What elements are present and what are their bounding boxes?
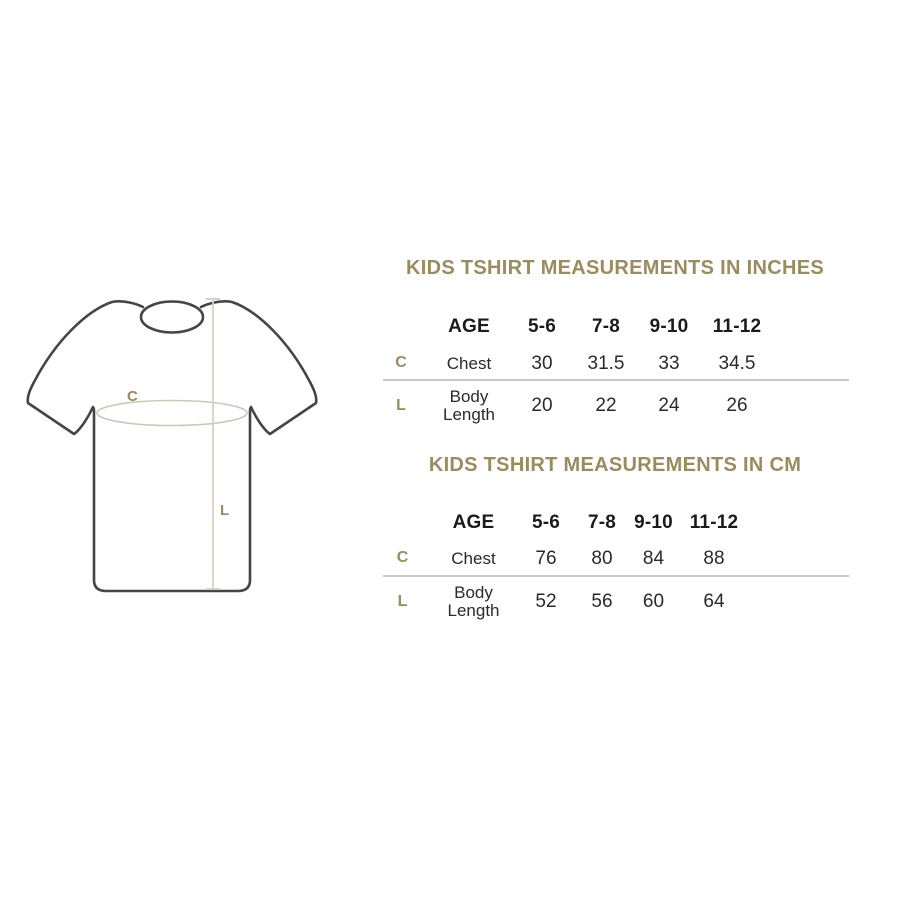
inches-col-header-9-10: 9-10 <box>649 316 689 338</box>
inches-chest-value-7-8: 31.5 <box>587 352 625 374</box>
inches-length-value-5-6: 20 <box>531 395 553 417</box>
cm-length-key: L <box>397 592 408 610</box>
inches-chest-label-text: Chest <box>446 353 492 373</box>
inches-col-header-5-6: 5-6 <box>527 316 557 338</box>
cm-age-header: AGE <box>452 512 495 534</box>
cm-length-value-9-10: 60 <box>642 591 665 613</box>
inches-chest-value-5-6: 30 <box>531 352 553 374</box>
cm-length-label-text: Body Length <box>447 583 500 620</box>
cm-chest-value-11-12: 88 <box>703 547 725 569</box>
inches-age-header: AGE <box>448 316 490 338</box>
inches-chest-value-11-12: 34.5 <box>718 352 756 374</box>
inches-col-header-11-12: 11-12 <box>712 316 762 338</box>
inches-chest-label <box>430 345 508 382</box>
cm-chest-label-text: Chest <box>451 548 496 568</box>
inches-table-divider <box>383 379 849 381</box>
cm-length-value-11-12: 64 <box>703 591 725 613</box>
chest-label: C <box>127 388 138 405</box>
cm-chest-value-7-8: 80 <box>591 547 613 569</box>
cm-length-value-5-6: 52 <box>535 591 557 613</box>
cm-chest-key: C <box>396 549 409 567</box>
inches-length-key: L <box>396 396 406 414</box>
length-label: L <box>220 502 230 519</box>
cm-chest-label <box>433 541 514 576</box>
tshirt-outline-shape <box>28 301 317 591</box>
inches-length-value-7-8: 22 <box>595 395 617 417</box>
inches-length-label-text: Body Length <box>443 387 495 424</box>
inches-chest-value-9-10: 33 <box>658 352 680 374</box>
cm-chest-value-5-6: 76 <box>535 547 557 569</box>
inches-corner-cell <box>372 309 430 345</box>
chest-measure-line <box>97 401 247 426</box>
cm-table-title: KIDS TSHIRT MEASUREMENTS IN CM <box>428 454 802 476</box>
tshirt-diagram <box>10 270 330 610</box>
inches-table-title: KIDS TSHIRT MEASUREMENTS IN INCHES <box>405 257 824 279</box>
cm-col-header-9-10: 9-10 <box>634 512 673 534</box>
inches-size-table <box>372 309 772 430</box>
inches-chest-key: C <box>395 354 407 372</box>
collar-shape <box>141 302 203 333</box>
cm-length-value-7-8: 56 <box>591 591 613 613</box>
cm-col-header-11-12: 11-12 <box>689 512 739 534</box>
cm-col-header-5-6: 5-6 <box>531 512 561 534</box>
cm-col-header-7-8: 7-8 <box>587 512 617 534</box>
inches-length-label <box>430 382 508 430</box>
cm-chest-value-9-10: 84 <box>642 547 665 569</box>
inches-col-header-7-8: 7-8 <box>591 316 621 338</box>
cm-corner-cell <box>372 505 433 541</box>
cm-length-label <box>433 576 514 628</box>
inches-length-value-9-10: 24 <box>658 395 680 417</box>
cm-size-table <box>372 505 747 628</box>
cm-table-divider <box>383 575 849 577</box>
inches-length-value-11-12: 26 <box>726 395 748 417</box>
